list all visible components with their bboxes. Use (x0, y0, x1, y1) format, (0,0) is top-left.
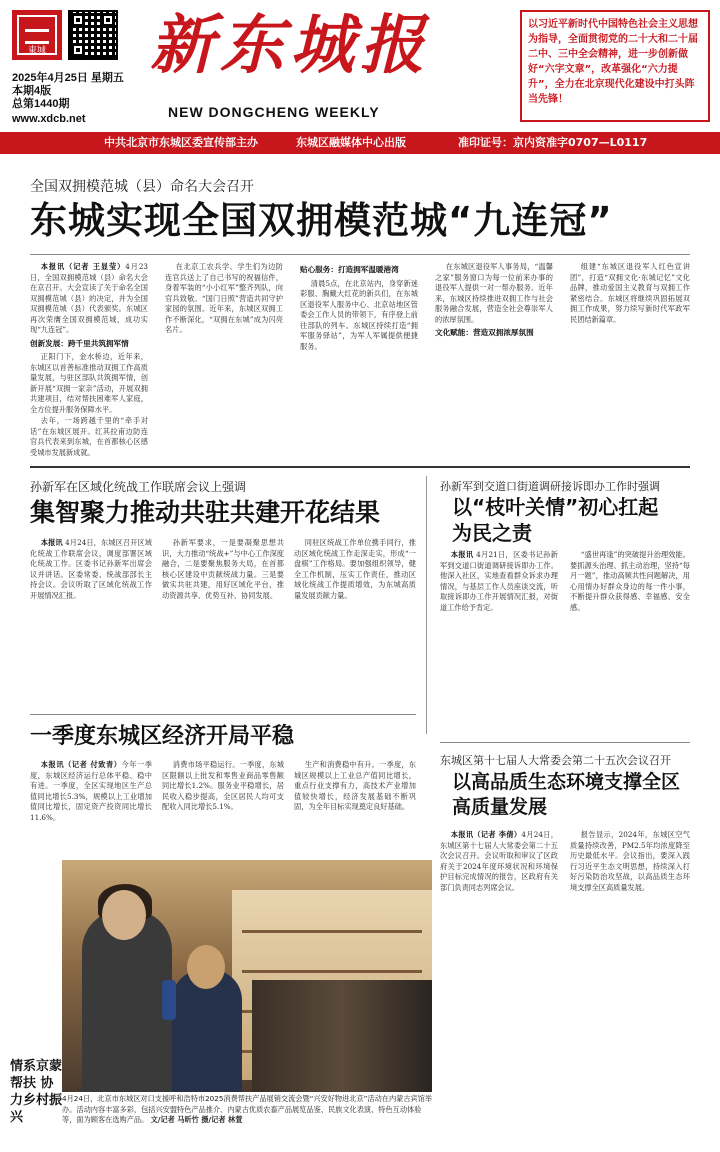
band-publisher: 东城区融媒体中心出版 (296, 136, 406, 149)
body-text: 4月24日，东城区召开区域化统战工作联席会议，调度部署区域化统战工作。区委书记孙新军出席会议并讲话。区委常委、统战部部长主持会议。会议听取了区域化统战工作开展情况汇报。 (30, 538, 152, 600)
story3-col-2 (570, 550, 690, 736)
body-text: 4月24日，东城区第十七届人大常委会第二十五次会议召开。会议听取和审议了区政府关于2024年度环境状况和环境保护目标完成情况的报告，区政府有关部门负责同志列席会议。 (440, 830, 558, 892)
body-text: 今年一季度，东城区经济运行总体平稳、稳中有进。一季度，全区实现地区生产总值同比增长5.3%，规模以上工业增加值同比增长，固定资产投资同比增长11.6%。 (30, 760, 152, 822)
slogan-box: 以习近平新时代中国特色社会主义思想为指导，全面贯彻党的二十大和二十届二中、三中全会精神，进一步创新做好“六字文章”，改革强化“六力提升”，全力在北京现代化建设中打头阵当先锋！ (520, 10, 710, 122)
story3-headline: 以“枝叶关情”初心扛起为民之责 (452, 495, 659, 545)
caption-text: 4月24日，北京市东城区对口支援呼和浩特市2025消费帮扶产品展销交流会暨“兴安好物进北京”活动在内蒙古宾馆举办。活动内容丰富多彩，包括兴安盟特色产品推介、内蒙古优质农畜产品展览品鉴、民族文化表演、特色互动体验等，面为顾客在选购产品。 (62, 1094, 433, 1124)
story3-kicker: 孙新军到交道口街道调研接诉即办工作时强调 (440, 480, 660, 493)
body-text: 同驻区统战工作单位携手同行，推动区域化统战工作走深走实，形成“一盘棋”工作格局。要加强组织领导，健全工作机制，压实工作责任，推动区域化统战工作提质增效，为东城高质量发展贡献力量。 (294, 538, 416, 600)
story5-col-2 (570, 830, 690, 1130)
story4-col-2 (162, 760, 284, 852)
body-text: 组建“东城区退役军人红色宣讲团”，打造“双拥文化·东城记忆”文化品牌，推动爱国主义教育与双拥工作紧密结合。东城区将继续巩固拓展双拥工作成果，努力续写新时代军政军民团结新篇章。 (570, 262, 690, 324)
lead-col-5 (570, 262, 690, 460)
body-text: 孙新军要求，一是要凝聚思想共识，大力推动“统战+”与中心工作深度融合，二是要聚焦服务大局，在首都核心区建设中贡献统战力量。三是要做实共驻共建，用好区域化平台，推动资源共享、优势互补、协同发展。 (162, 538, 284, 600)
body-text: 4月21日，区委书记孙新军到交道口街道调研接诉即办工作。他深入社区，实地查看群众诉求办理情况，与基层工作人员座谈交流，听取接诉即办工作开展情况汇报，对街道工作给予肯定。 (440, 550, 558, 612)
body-text: 清晨5点，在北京站内，身穿新迷彩服、胸戴大红花的新兵们，在东城区退役军人服务中心、北京站地区管委会工作人员的带领下，有序登上前往部队的列车。东城区持续打造“拥军服务驿站”，为军人军属提供便捷服务。 (300, 278, 418, 351)
divider (440, 742, 690, 743)
story2-col-3 (294, 538, 416, 708)
subhead: 创新发展：跨千里共筑拥军情 (30, 338, 129, 348)
newspaper-seal-logo (12, 10, 62, 60)
body-text: 报告显示，2024年，东城区空气质量持续改善，PM2.5年均浓度降至历史最低水平。会议指出，要深入践行习近平生态文明思想，持续深入打好污染防治攻坚战，以高品质生态环境支撑全区高质量发展。 (570, 830, 690, 892)
byline: 本报讯 (450, 550, 474, 559)
photo-caption (62, 1094, 434, 1126)
body-text: 正阳门下，金水桥边，近年来，东城区以首善标准推动双拥工作高质量发展，与驻区部队共筑拥军情，创新开展“双拥一家亲”活动，开展双拥共建项目，结对帮扶困难军人家庭，全方位提升服务保障水平。 (30, 352, 148, 414)
photo-credit: 文/记者 马昕竹 摄/记者 林萱 (150, 1115, 243, 1124)
subhead: 文化赋能：营造双拥浓厚氛围 (435, 328, 534, 337)
divider (30, 714, 416, 715)
body-text: “盛世再逢”的突破提升治理效能。要抓源头治理、抓主动治理，坚持“每月一题”，推动高频共性问题解决，用心用情办好群众身边的每一件小事，不断提升群众获得感、幸福感、安全感。 (570, 550, 690, 612)
lead-col-2 (165, 262, 283, 460)
byline: 本报讯（记者 李倩） (450, 830, 522, 839)
lead-kicker: 全国双拥模范城（县）命名大会召开 (30, 179, 254, 195)
newspaper-title-en: NEW DONGCHENG WEEKLY (168, 104, 380, 120)
story5-kicker: 东城区第十七届人大常委会第二十五次会议召开 (440, 754, 671, 767)
band-sponsor: 中共北京市东城区委宣传部主办 (104, 136, 258, 149)
masthead (0, 0, 720, 128)
divider (30, 466, 690, 468)
qr-finder (101, 13, 115, 27)
byline: 本报讯（记者 付致青） (40, 760, 122, 769)
seal-text: 東城 (27, 46, 46, 56)
issue-pages: 本期4版 (12, 85, 52, 97)
qr-finder (71, 13, 85, 27)
issue-date: 2025年4月25日 星期五 (12, 72, 124, 84)
info-band (0, 132, 720, 154)
qr-finder (71, 43, 85, 57)
story3-col-1 (440, 550, 558, 736)
story4-col-1 (30, 760, 152, 852)
photo-head (102, 890, 146, 940)
photo-head (187, 945, 225, 989)
divider (426, 476, 427, 734)
issue-total: 总第1440期 (12, 98, 70, 110)
story4-col-3 (294, 760, 416, 852)
story5-headline: 以高品质生态环境支撑全区高质量发展 (452, 771, 681, 818)
body-text: 4月23日，全国双拥模范城（县）命名大会在京召开。大会宣读了关于命名全国双拥模范城（县）的决定，并为全国双拥模范城（县）代表颁奖。东城区再次荣膺全国双拥模范城，成功实现“九连冠”。 (30, 262, 148, 334)
story2-col-1 (30, 538, 152, 708)
photo-bottle (162, 980, 176, 1020)
lead-col-4 (435, 262, 553, 460)
divider (30, 254, 690, 255)
story2-col-2 (162, 538, 284, 708)
byline: 本报讯（记者 王显莹） (40, 262, 126, 271)
issue-info (12, 72, 124, 126)
newspaper-title: 新东城报 (150, 8, 430, 83)
body-text: 生产和消费稳中有升。一季度，东城区规模以上工业总产值同比增长，重点行业支撑有力，高技术产业增加值较快增长，经济发展基础不断巩固，为全年目标实现奠定良好基础。 (294, 760, 416, 811)
band-license: 准印证号：京内资准字0707—L0117 (458, 136, 648, 149)
body-text: 在东城区退役军人事务局，“温馨之家”服务窗口为每一位前来办事的退役军人提供一对一帮办服务。近年来，东城区持续推进双拥工作与社会服务融合发展，营造全社会尊崇军人的浓厚氛围。 (435, 262, 553, 324)
body-text: 去年，一场跨越千里的“牵手对话”在东城区展开。红其拉甫边防连官兵代表来到东城，在首都核心区感受城市发展新成就。 (30, 416, 148, 457)
photo-side-title: 情系京蒙帮扶 协力乡村振兴 (10, 1059, 63, 1125)
story5-col-1 (440, 830, 558, 1130)
subhead: 贴心服务：打造拥军温暖港湾 (300, 265, 399, 274)
story2-kicker: 孙新军在区域化统战工作联席会议上强调 (30, 480, 247, 494)
photo-crowd (252, 980, 432, 1092)
story2-headline: 集智聚力推动共驻共建开花结果 (30, 498, 381, 527)
lead-col-3 (300, 262, 418, 460)
story4-headline: 一季度东城区经济开局平稳 (30, 724, 295, 749)
qr-code-icon[interactable] (68, 10, 118, 60)
body-text: 在北京工农兵学、学生们为边防连官兵送上了自己书写的祝福信件，身着军装的“小小红军”整齐列队，向官兵致敬。“国门日照”营造共同守护家园的氛围。近年来，东城区双拥工作不断深化，“双拥在东城”成为闪亮名片。 (165, 262, 283, 334)
lead-headline: 东城实现全国双拥模范城“九连冠” (30, 199, 613, 242)
photo (62, 860, 432, 1092)
lead-col-1 (30, 262, 148, 460)
website-link[interactable]: www.xdcb.net (12, 113, 86, 125)
byline: 本报讯 (40, 538, 63, 547)
body-text: 消费市场平稳运行。一季度，东城区限额以上批发和零售业商品零售额同比增长1.2%。服务业平稳增长，居民收入稳步提高，全区居民人均可支配收入同比增长5.1%。 (162, 760, 284, 811)
